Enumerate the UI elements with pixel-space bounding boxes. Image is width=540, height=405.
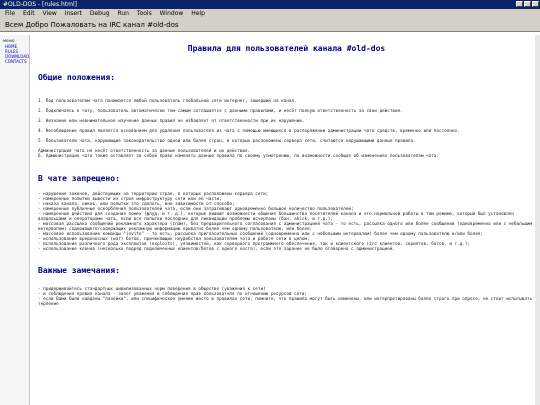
rule-item: 2. Подключаясь к чату, пользователь автоматически тем самым соглашается с данными правилами, и несёт полную ответственность за свои действия. [38, 109, 403, 114]
sidebar-header: меню [3, 38, 15, 43]
menu-edit[interactable]: Edit [22, 10, 35, 17]
page-title: Правила для пользователей канала #old-dos [187, 44, 386, 53]
address-bar [0, 19, 540, 32]
section-heading-notes: Важные замечания: [38, 266, 120, 275]
menu-insert[interactable]: Insert [64, 10, 82, 17]
menu-window[interactable]: Window [159, 10, 184, 17]
forbidden-item: - массовое использование команды "invite" - то есть, рассылка пригласительных сообщений (одновременно или с небольшим интервалом) более чем одному пользователю и/или более; [38, 232, 483, 237]
address-text: Всем Добро Пожаловать на IRC канал #old-dos [5, 21, 179, 29]
vertical-scrollbar[interactable] [535, 35, 540, 405]
menu-file[interactable]: File [5, 10, 16, 17]
sidebar-link-download[interactable]: DOWNLOAD [5, 54, 29, 59]
forbidden-item: - использование различного рода эксплоитов (exploits), уязвимостей, как серверного программного обеспечения, так и клиентского (irc клиентов, скриптов, ботов, и т.д.); [38, 242, 471, 247]
minimize-button[interactable] [516, 1, 523, 7]
title-bar [0, 0, 540, 9]
sidebar-link-contacts[interactable]: CONTACTS [5, 59, 27, 64]
forbidden-item: - нарушение законов, действующих на территории стран, в которых расположены сервера сети; [38, 192, 269, 197]
window-title: #OLD-DOS - [rules.html] [3, 1, 78, 8]
forbidden-item: - намеренные действия для создания помех (флуд, и т. д.), которые лишают возможности общения большинства посетителей канала и его нормальной работы в том режиме, который был установлен владельцами и операторами чата, если все попытки последних для ликвидации проблемы исчерпаны (бан, akick, и т.д.); [38, 212, 514, 222]
forbidden-item: - наказа канала, ников, или попытки это сделать, вне зависимости от способа; [38, 202, 235, 207]
menu-debug[interactable]: Debug [89, 10, 110, 17]
maximize-button[interactable] [524, 1, 531, 7]
rule-item: 5. Пользователи чата, нарушающие законодательство одной или более стран, в которых расположены сервера сети, считаются нарушающими данные правила. [38, 139, 416, 144]
note-item: - если Вами были найдены "лазейки", или специфическое умение жесто в правилах сети, помните, что правила могут быть изменены, или интерпретированы более строго при опросе, не стоит испытывать терпение [38, 297, 533, 307]
forbidden-item: - намеренные публичные оскорбления пользователей чата, если они затрагивают одновременно большое количество пользователей; [38, 207, 354, 212]
sidebar-link-rules[interactable]: RULES [5, 49, 19, 54]
note-item: - и соблюдения правил канала - залог уважения и соблюдения прав пользователя по отношению ресурсов сети; [38, 292, 308, 297]
page-content [38, 38, 535, 405]
rule-item: 4. Несоблюдение правил является основанием для удаления пользователя из чата с помощью имеющихся в распоряжении администрации чата средств, временно или постоянно. [38, 129, 460, 134]
section-heading-forbidden: В чате запрещено: [38, 174, 120, 183]
forbidden-item: - использование клонов (несколько подряд подключенных клиентов/ботов с одного хоста), если это заранее не было оговорено с администрацией. [38, 247, 395, 252]
note-item: - придерживайтесь стандартных цивилизованных норм поведения в обществе (уважения к сети) [38, 287, 266, 292]
sidebar-link-home[interactable]: HOME [5, 44, 18, 49]
rule-item: Администрация чата не несёт ответственность за данные пользователей и их действия. [38, 149, 251, 154]
menu-help[interactable]: Help [191, 10, 205, 17]
menu-tools[interactable]: Tools [136, 10, 152, 17]
forbidden-item: - использование вредоносных (war) ботов, причиняющих неудобства пользователям чата и работе сети в целом; [38, 237, 310, 242]
menu-bar [0, 9, 540, 19]
menu-view[interactable]: View [42, 10, 57, 17]
forbidden-item: - массовая рассылка сообщений рекламного характера (спам), без предварительного согласования с администрацией чата - то есть, рассылка одного или более сообщений (одновременно или с небольшим интервалом) содержащего/содержащих рекламную информацию приватно более чем одному пользователю, или более; [38, 222, 533, 232]
menu-run[interactable]: Run [117, 10, 129, 17]
close-button[interactable] [532, 1, 539, 7]
forbidden-item: - намеренные попытки вывести из строя инфраструктуру сети или ее части; [38, 197, 222, 202]
rule-item: 3. Незнание или невнимательное изучение данных правил не избавляет от ответственности при их нарушении. [38, 119, 305, 124]
sidebar [0, 35, 30, 405]
section-heading-general: Общие положения: [38, 73, 116, 82]
rule-item: 6. Администрация чата также оставляет за собой право изменять данные правила по своему усмотрению, по возможности сообщая об изменениях пользователям чата. [38, 154, 439, 159]
rule-item: 1. Под пользователем чата понимается любой пользователь глобальной сети интернет, зашедший на канал. [38, 99, 297, 104]
